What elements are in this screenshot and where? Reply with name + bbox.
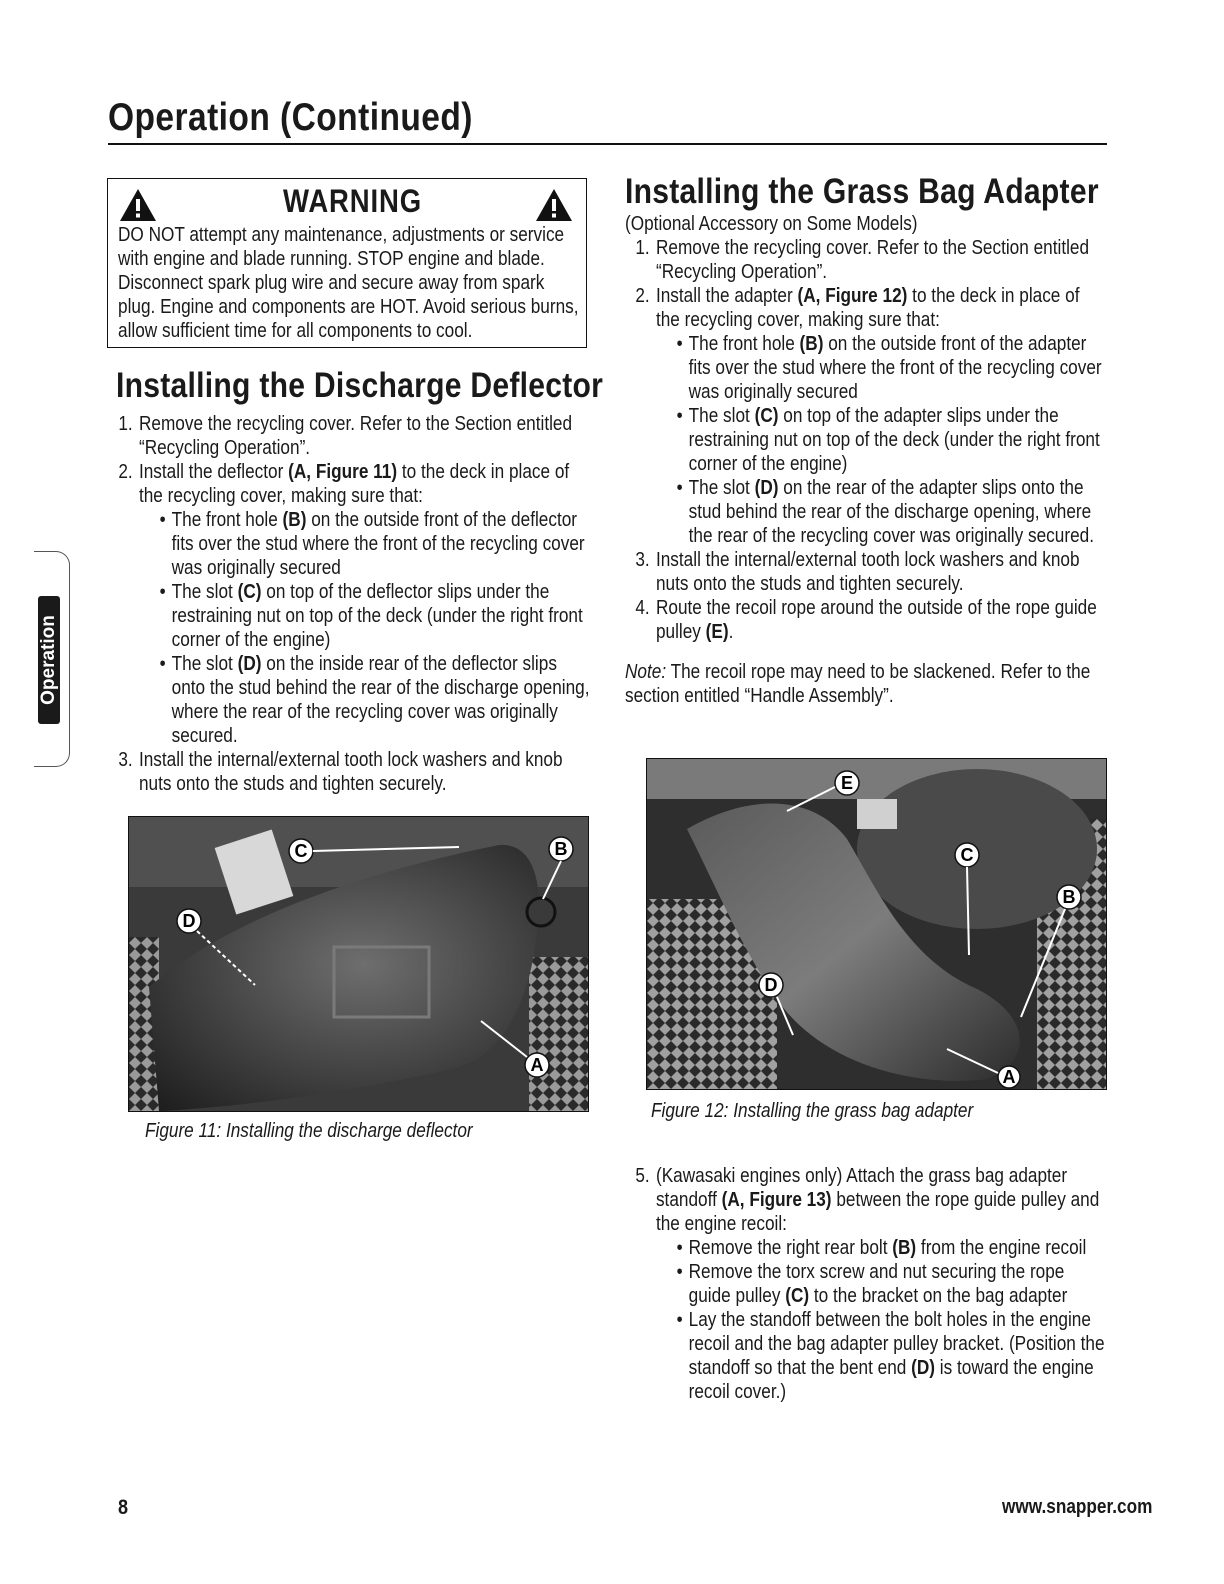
bullet-item: • The slot (C) on top of the deflector slips under the restraining nut on top of the deck (under the right front corner of the engine) [160,580,590,652]
standoff-instructions [625,1164,1107,1404]
deflector-instructions [108,412,590,796]
bullet-item: • The front hole (B) on the outside front of the deflector fits over the stud where the front of the recycling cover was originally secured [160,508,590,580]
warning-text: DO NOT attempt any maintenance, adjustments or service with engine and blade running. STOP engine and blade. Disconnect spark plug wire and secure away from spark plug. Engine and components are HOT. Avoid serious burns, allow sufficient time for all components to cool. [118,224,579,342]
list-item: 2. Install the deflector (A, Figure 11) to the deck in place of the recycling cover, making sure that: • The front hole (B) on the outside front of the deflector fits over the stud where the front of the recycling cover was originally secured • The slot (C) on top of the deflector slips under the restraining nut on top of the deck (under the right front corner of the engine) • The slot (D) on the inside rear of the deflector slips onto the stud behind the rear of the discharge opening, where the rear of the recycling cover was originally secured. [108,460,590,748]
adapter-heading: Installing the Grass Bag Adapter [625,172,1099,211]
list-item: 4. Route the recoil rope around the outside of the rope guide pulley (E). [635,597,1097,643]
figure-11-caption: Figure 11: Installing the discharge deflector [145,1120,473,1142]
svg-text:E: E [840,773,854,793]
svg-text:D: D [182,911,196,931]
figure-12-caption: Figure 12: Installing the grass bag adapter [651,1100,974,1122]
adapter-subtitle: (Optional Accessory on Some Models) [625,213,918,235]
footer-url: www.snapper.com [1002,1496,1153,1518]
adapter-instructions [625,212,1107,708]
svg-text:C: C [294,841,308,861]
warning-triangle-icon [534,187,574,223]
deflector-heading: Installing the Discharge Deflector [116,366,604,405]
bullet-item: • Lay the standoff between the bolt holes in the engine recoil and the bag adapter pulley bracket. (Position the standoff so that the bent end (D) is toward the engine recoil cover.) [677,1308,1107,1404]
svg-text:B: B [1062,887,1076,907]
warning-triangle-icon [118,187,158,223]
list-item: 5. (Kawasaki engines only) Attach the grass bag adapter standoff (A, Figure 13) between the rope guide pulley and the engine recoil: • Remove the right rear bolt (B) from the engine recoil • Remove the torx screw and nut securing the rope guide pulley (C) to the bracket on the bag adapter • Lay the standoff between the bolt holes in the engine recoil and the bag adapter pulley bracket. (Position the standoff so that the bent end (D) is toward the engine recoil cover.) [625,1164,1107,1404]
warning-heading: WARNING [283,183,423,219]
bullet-item: • Remove the right rear bolt (B) from the engine recoil [677,1236,1107,1260]
svg-text:A: A [1002,1067,1016,1087]
bullet-item: • The front hole (B) on the outside front of the adapter fits over the stud where the front of the recycling cover was originally secured [677,332,1107,404]
warning-box [107,178,587,348]
page-number: 8 [118,1496,129,1519]
svg-text:D: D [764,975,778,995]
list-item: 2. Install the adapter (A, Figure 12) to the deck in place of the recycling cover, making sure that: • The front hole (B) on the outside front of the adapter fits over the stud where the front of the recycling cover was originally secured • The slot (C) on top of the adapter slips under the restraining nut on top of the deck (under the right front corner of the engine) • The slot (D) on the rear of the adapter slips onto the stud behind the rear of the discharge opening, where the rear of the recycling cover was originally secured. [625,284,1107,548]
bullet-item: • The slot (D) on the rear of the adapter slips onto the stud behind the rear of the discharge opening, where the rear of the recycling cover was originally secured. [677,476,1107,548]
bullet-item: • The slot (D) on the inside rear of the deflector slips onto the stud behind the rear of the discharge opening, where the rear of the recycling cover was originally secured. [160,652,590,748]
title-divider [108,143,1107,145]
page-title: Operation (Continued) [108,96,473,139]
svg-text:B: B [554,839,568,859]
adapter-note: Note: The recoil rope may need to be slackened. Refer to the section entitled “Handle Assembly”. [625,661,1091,707]
list-item: 3. Install the internal/external tooth lock washers and knob nuts onto the studs and tighten securely. [635,549,1080,595]
list-item: 1. Remove the recycling cover. Refer to the Section entitled “Recycling Operation”. [118,413,573,459]
figure-11-photo [128,816,589,1112]
svg-text:A: A [530,1055,544,1075]
list-item: 3. Install the internal/external tooth lock washers and knob nuts onto the studs and tighten securely. [118,749,563,795]
svg-text:C: C [960,845,974,865]
list-item: 1. Remove the recycling cover. Refer to the Section entitled “Recycling Operation”. [635,237,1090,283]
side-tab-label: Operation [38,615,59,705]
bullet-item: • The slot (C) on top of the adapter slips under the restraining nut on top of the deck (under the right front corner of the engine) [677,404,1107,476]
figure-12-photo [646,758,1107,1090]
bullet-item: • Remove the torx screw and nut securing the rope guide pulley (C) to the bracket on the bag adapter [677,1260,1107,1308]
